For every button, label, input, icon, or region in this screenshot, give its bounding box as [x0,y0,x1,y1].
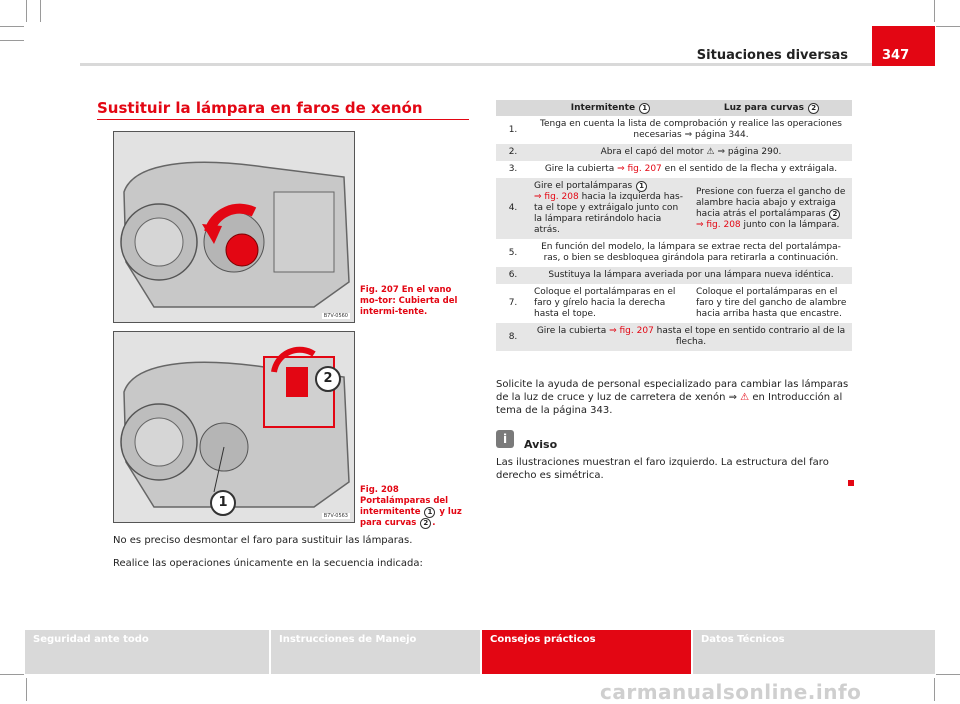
crop-mark [0,674,24,675]
end-marker [848,480,854,486]
table-row [496,116,852,144]
table-row [496,239,852,267]
footer-tab-datos[interactable]: Datos Técnicos [693,630,935,674]
table-header-row [496,100,852,116]
step-number: 1. [508,124,518,135]
table-row [496,323,852,351]
steps-table [496,100,852,351]
header-rule [80,63,935,66]
crop-mark [40,0,41,22]
step-number: 7. [508,298,518,308]
fig-link[interactable]: ⇒ fig. 208 [534,192,579,202]
crop-mark [26,678,27,701]
badge-2: 2 [420,518,431,529]
crop-mark [936,674,960,675]
figure-caption-text: En el vano mo-tor: Cubierta del intermi-tente. [360,285,458,317]
callout-2: 2 [315,366,341,392]
footer-tab-instrucciones[interactable]: Instrucciones de Manejo [271,630,480,674]
footer-tab-consejos[interactable]: Consejos prácticos [482,630,691,674]
footer-tab-seguridad[interactable]: Seguridad ante todo [25,630,269,674]
col-header-intermitente: Intermitente 1 [530,100,692,116]
section-rule [97,119,469,120]
step-text: En función del modelo, la lámpara se extrae recta del portalámpa-ras, o bien se desbloquea girándola para retirarla a continuación. [541,242,841,263]
xenon-paragraph: Solicite la ayuda de personal especializado para cambiar las lámparas de la luz de cruce y luz de carretera de xenón ⇒ ⚠ en Introducción al tema de la página 343. [496,379,849,416]
badge-1: 1 [639,103,650,114]
figure-208-caption: Fig. 208 Portalámparas del intermitente 1 y luz para curvas 2 . [360,485,462,528]
badge-2: 2 [808,103,819,114]
section-title: Sustituir la lámpara en faros de xenón [97,99,423,117]
step-text-curvas: Coloque el portalámparas en el faro y tire del gancho de alambre hacia arriba hasta que encastre. [695,287,847,319]
step-text: Tenga en cuenta la lista de comprobación y realice las operaciones necesarias ⇒ página 344. [540,119,842,140]
badge-1: 1 [424,507,435,518]
table-row [496,284,852,323]
table-row [496,144,852,161]
step-text: Gire la cubierta ⇒ fig. 207 hasta el tope en sentido contrario al de la flecha. [530,323,852,351]
note-text: Las ilustraciones muestran el faro izquierdo. La estructura del faro derecho es simétrica. [496,457,829,481]
step-number: 6. [496,267,530,284]
sequence-paragraph: Realice las operaciones únicamente en la secuencia indicada: [113,558,423,569]
step-number: 5. [508,247,518,258]
intro-paragraph: No es preciso desmontar el faro para sustituir las lámparas. [113,535,413,546]
step-number: 4. [496,178,530,239]
step-text: Gire la cubierta ⇒ fig. 207 en el sentido de la flecha y extráigala. [544,164,838,174]
note-title: Aviso [524,438,558,451]
col-header-curvas: Luz para curvas 2 [692,100,852,116]
warning-icon: ⚠ [706,147,715,157]
step-number: 3. [508,164,518,174]
figure-caption-text: Portalámparas del intermitente [360,496,449,517]
figure-208-image [113,331,355,523]
step-text: Abra el capó del motor ⚠ ⇒ página 290. [530,144,852,161]
step-text-curvas: Presione con fuerza el gancho de alambre hacia abajo y extraiga hacia atrás el portalámparas 2 ⇒ fig. 208 junto con la lámpara. [692,178,852,239]
warning-icon[interactable]: ⚠ [740,392,750,403]
table-row [496,267,852,284]
fig-link[interactable]: ⇒ fig. 207 [617,164,662,174]
running-header: Situaciones diversas [696,48,848,63]
badge-1: 1 [636,181,647,192]
table-row [496,178,852,239]
figure-code: B7V-0563 [323,513,348,519]
crop-mark [934,678,935,701]
watermark: carmanualsonline.info [600,680,862,704]
crop-mark [0,40,24,41]
table-row [496,161,852,178]
fig-link[interactable]: ⇒ fig. 207 [609,326,654,336]
crop-mark [26,0,27,22]
info-icon: i [496,430,514,448]
badge-2: 2 [829,209,840,220]
crop-mark [0,26,24,27]
figure-207-caption [360,285,470,318]
step-number: 8. [496,323,530,351]
fig-link[interactable]: ⇒ fig. 208 [695,219,741,230]
step-number: 2. [496,144,530,161]
figure-caption-text: y luz para curvas [360,507,462,528]
step-text: Sustituya la lámpara averiada por una lámpara nueva idéntica. [530,267,852,284]
figure-label: Fig. 208 [360,485,399,495]
step-text-intermitente: Coloque el portalámparas en el faro y gírelo hacia la derecha hasta el tope. [534,287,676,319]
crop-mark [934,0,935,22]
figure-label: Fig. 207 [360,285,399,295]
figure-207-image [113,131,355,323]
callout-1: 1 [210,490,236,516]
figure-code: B7V-0560 [323,313,348,319]
page-number: 347 [882,48,910,63]
crop-mark [936,26,960,27]
step-text-intermitente: Gire el portalámparas 1 ⇒ fig. 208 hacia la izquierda has-ta el tope y extráigalo junto con la lámpara retirándolo hacia atrás. [530,178,692,239]
